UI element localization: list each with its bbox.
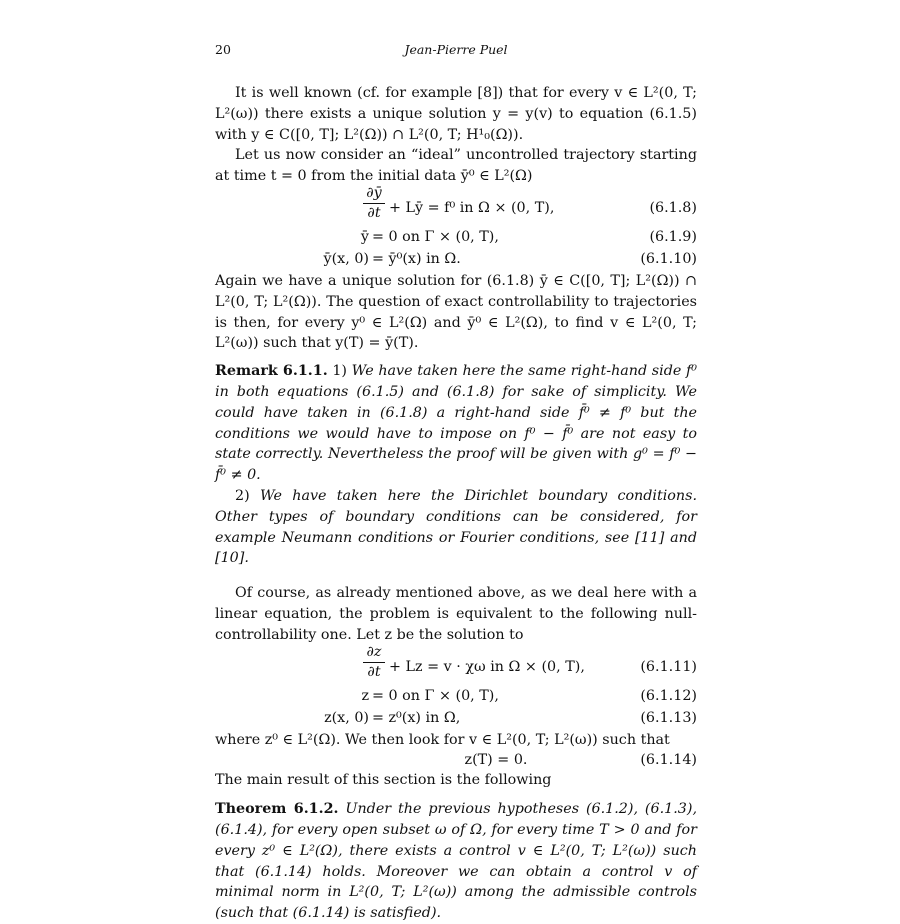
equation-number: (6.1.12) bbox=[640, 687, 697, 704]
paragraph-existence: It is well known (cf. for example [8]) that for every v ∈ L²(0, T; L²(ω)) there exists a unique solution y = y(v) to equation (6.1.5) with y ∈ C([0, T]; L²(Ω)) ∩ L²(0, T; H¹₀(Ω)). bbox=[215, 85, 697, 143]
equation-6-1-13: z(x, 0) = z⁰(x) in Ω, (6.1.13) bbox=[215, 706, 697, 728]
theorem-title: Theorem 6.1.2. bbox=[215, 801, 339, 818]
equation-number: (6.1.11) bbox=[640, 658, 697, 675]
equation-6-1-14: z(T) = 0. (6.1.14) bbox=[215, 750, 697, 770]
book-page bbox=[215, 40, 697, 924]
remark-title: Remark 6.1.1. bbox=[215, 363, 328, 380]
equation-number: (6.1.14) bbox=[640, 752, 697, 769]
equation-number: (6.1.13) bbox=[640, 709, 697, 726]
fraction: ∂z ∂t bbox=[363, 644, 385, 681]
equation-6-1-8: ∂ȳ ∂t + Lȳ = f⁰ in Ω × (0, T), (6.1.8) bbox=[215, 189, 697, 225]
equation-6-1-9: ȳ = 0 on Γ × (0, T), (6.1.9) bbox=[215, 225, 697, 247]
running-author: Jean-Pierre Puel bbox=[404, 42, 508, 57]
equation-block-z bbox=[215, 643, 697, 728]
equation-6-1-10: ȳ(x, 0) = ȳ⁰(x) in Ω. (6.1.10) bbox=[215, 247, 697, 269]
equation-block-trajectory bbox=[215, 184, 697, 269]
page-number: 20 bbox=[215, 42, 231, 57]
paragraph-ideal-trajectory: Let us now consider an “ideal” uncontrolled trajectory starting at time t = 0 from the initial data ȳ⁰ ∈ L²(Ω) bbox=[215, 147, 697, 185]
paragraph-controllability: Again we have a unique solution for (6.1.8) ȳ ∈ C([0, T]; L²(Ω)) ∩ L²(0, T; L²(Ω)). The question of exact controllability to trajectories is then, for every y⁰ ∈ L²(Ω) and ȳ⁰ ∈ L²(Ω), to find v ∈ L²(0, T; L²(ω)) such that y(T) = ȳ(T). bbox=[215, 272, 697, 352]
paragraph-main-result: The main result of this section is the following bbox=[215, 772, 552, 789]
theorem-6-1-2: Theorem 6.1.2. Under the previous hypotheses (6.1.2), (6.1.3), (6.1.4), for every open subset ω of Ω, for every time T > 0 and for every z⁰ ∈ L²(Ω), there exists a control v ∈ L²(0, T; L²(ω)) such that (6.1.14) holds. Moreover we can obtain a control v of minimal norm in L²(0, T; L²(ω)) among the admissible controls (such that (6.1.14) is satisfied). bbox=[215, 801, 697, 922]
equation-6-1-12: z = 0 on Γ × (0, T), (6.1.12) bbox=[215, 684, 697, 706]
equation-6-1-11: ∂z ∂t + Lz = v · χω in Ω × (0, T), (6.1.11) bbox=[215, 648, 697, 684]
equation-number: (6.1.9) bbox=[649, 228, 697, 245]
paragraph-look-for: where z⁰ ∈ L²(Ω). We then look for v ∈ L²(0, T; L²(ω)) such that bbox=[215, 731, 670, 748]
remark-6-1-1: Remark 6.1.1. 1) We have taken here the same right-hand side f⁰ in both equations (6.1.5) and (6.1.8) for sake of simplicity. We could have taken in (6.1.8) a right-hand side f̄⁰ ≠ f⁰ but the conditions we would have to impose on f⁰ − f̄⁰ are not easy to state correctly. Nevertheless the proof will be given with g⁰ = f⁰ − f̄⁰ ≠ 0. 2) We have taken here the Dirichlet boundary conditions. Other types of boundary conditions can be considered, for example Neumann conditions or Fourier conditions, see [11] and [10]. bbox=[215, 363, 698, 567]
fraction: ∂ȳ ∂t bbox=[363, 185, 385, 222]
equation-number: (6.1.8) bbox=[649, 199, 697, 216]
equation-number: (6.1.10) bbox=[640, 250, 697, 267]
paragraph-null-controllability: Of course, as already mentioned above, as we deal here with a linear equation, the problem is equivalent to the following null-controllability one. Let z be the solution to bbox=[215, 585, 697, 643]
running-header bbox=[215, 40, 697, 60]
